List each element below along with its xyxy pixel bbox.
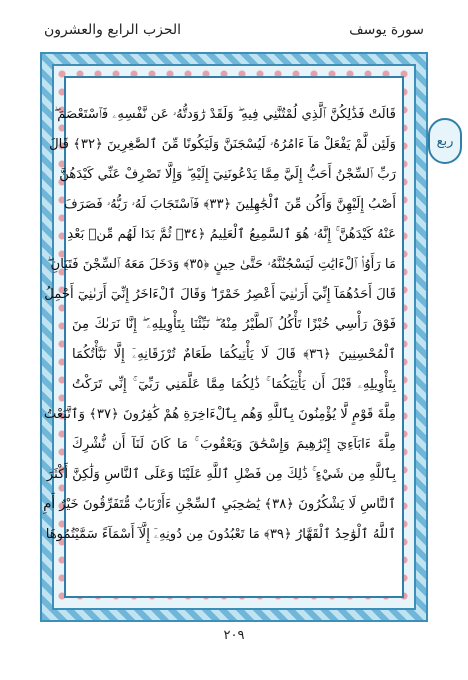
text-line: مِلَّةَ قَوْمٍ لَّا يُؤْمِنُونَ بِٱللَّهِ وَهُم بِٱلْءَاخِرَةِ هُمْ كَٰفِرُونَ ﴿٣٧﴾ وَٱتَّبَعْتُ	[43, 407, 396, 422]
text-line: وَلَئِن لَّمْ يَفْعَلْ مَآ ءَامُرُهُۥ لَيُسْجَنَنَّ وَلَيَكُونًا مِّنَ ٱلصَّٰغِرِينَ ﴿٣٢﴾ قَالَ	[49, 137, 396, 152]
text-line: ٱلنَّاسِ لَا يَشْكُرُونَ ﴿٣٨﴾ يَٰصَٰحِبَيِ ٱلسِّجْنِ ءَأَرْبَابٌ مُّتَفَرِّقُونَ خَيْرٌ أَمِ	[43, 497, 396, 512]
text-line: ٱللَّهُ ٱلْوَٰحِدُ ٱلْقَهَّارُ ﴿٣٩﴾ مَا تَعْبُدُونَ مِن دُونِهِۦٓ إِلَّآ أَسْمَآءً سَمَّيْتُمُوهَا	[45, 527, 396, 542]
text-line: مِلَّةَ ءَابَآءِيٓ إِبْرَٰهِيمَ وَإِسْحَٰقَ وَيَعْقُوبَ ۚ مَا كَانَ لَنَآ أَن نُّشْرِكَ	[72, 437, 396, 452]
text-line: قَالَتْ فَذَٰلِكُنَّ ٱلَّذِي لُمْتُنَّنِي فِيهِ ۖ وَلَقَدْ رَٰوَدتُّهُۥ عَن نَّفْسِهِۦ فَٱسْتَعْصَمَ ۖ	[53, 107, 396, 122]
text-panel	[43, 76, 404, 598]
ornamental-border-middle	[43, 64, 416, 610]
rub-marker-label: ربع	[436, 133, 454, 149]
text-line: بِتَأْوِيلِهِۦ قَبْلَ أَن يَأْتِيَكُمَا ۚ ذَٰلِكُمَا مِمَّا عَلَّمَنِي رَبِّيٓ ۚ إِنِّي تَرَكْتُ	[72, 377, 396, 392]
text-line: أَصْبُ إِلَيْهِنَّ وَأَكُن مِّنَ ٱلْجَٰهِلِينَ ﴿٣٣﴾ فَٱسْتَجَابَ لَهُۥ رَبُّهُۥ فَصَرَفَ	[63, 197, 396, 212]
text-line: مَا رَأَوُا۟ ٱلْءَايَٰتِ لَيَسْجُنُنَّهُۥ حَتَّىٰ حِينٍ ﴿٣٥﴾ وَدَخَلَ مَعَهُ ٱلسِّجْنَ فَتَيَانِ ۖ	[47, 257, 396, 272]
text-line: ٱلْمُحْسِنِينَ ﴿٣٦﴾ قَالَ لَا يَأْتِيكُمَا طَعَامٌ تُرْزَقَانِهِۦٓ إِلَّا نَبَّأْتُكُمَا	[72, 347, 396, 362]
verse-text-block	[43, 100, 396, 580]
hizb-label: الحزب الرابع والعشرون	[44, 22, 182, 38]
text-line: عَنْهُ كَيْدَهُنَّ ۚ إِنَّهُۥ هُوَ ٱلسَّمِيعُ ٱلْعَلِيمُ ﴿٣٤﴾ ثُمَّ بَدَا لَهُم مِّنۢ بَعْدِ	[67, 227, 396, 242]
page-number: ٢٠٩	[223, 628, 245, 643]
text-line: رَبِّ ٱلسِّجْنُ أَحَبُّ إِلَيَّ مِمَّا يَدْعُونَنِيٓ إِلَيْهِ ۖ وَإِلَّا تَصْرِفْ عَنِّي كَيْدَهُنَّ	[59, 167, 396, 182]
text-line: قَالَ أَحَدُهُمَآ إِنِّيٓ أَرَىٰنِيٓ أَعْصِرُ خَمْرًا ۖ وَقَالَ ٱلْءَاخَرُ إِنِّيٓ أَرَىٰنِيٓ أَحْمِلُ	[44, 287, 396, 302]
rub-marker-badge	[428, 118, 462, 164]
text-line: بِٱللَّهِ مِن شَيْءٍ ۚ ذَٰلِكَ مِن فَضْلِ ٱللَّهِ عَلَيْنَا وَعَلَى ٱلنَّاسِ وَلَٰكِنَّ أَكْثَرَ	[46, 467, 396, 482]
surah-name: سورة يوسف	[349, 22, 424, 38]
text-line: فَوْقَ رَأْسِي خُبْزًا تَأْكُلُ ٱلطَّيْرُ مِنْهُ ۖ نَبِّئْنَا بِتَأْوِيلِهِۦٓ ۖ إِنَّا نَرَىٰكَ مِنَ	[72, 317, 396, 332]
ornamental-border-outer	[40, 52, 428, 622]
